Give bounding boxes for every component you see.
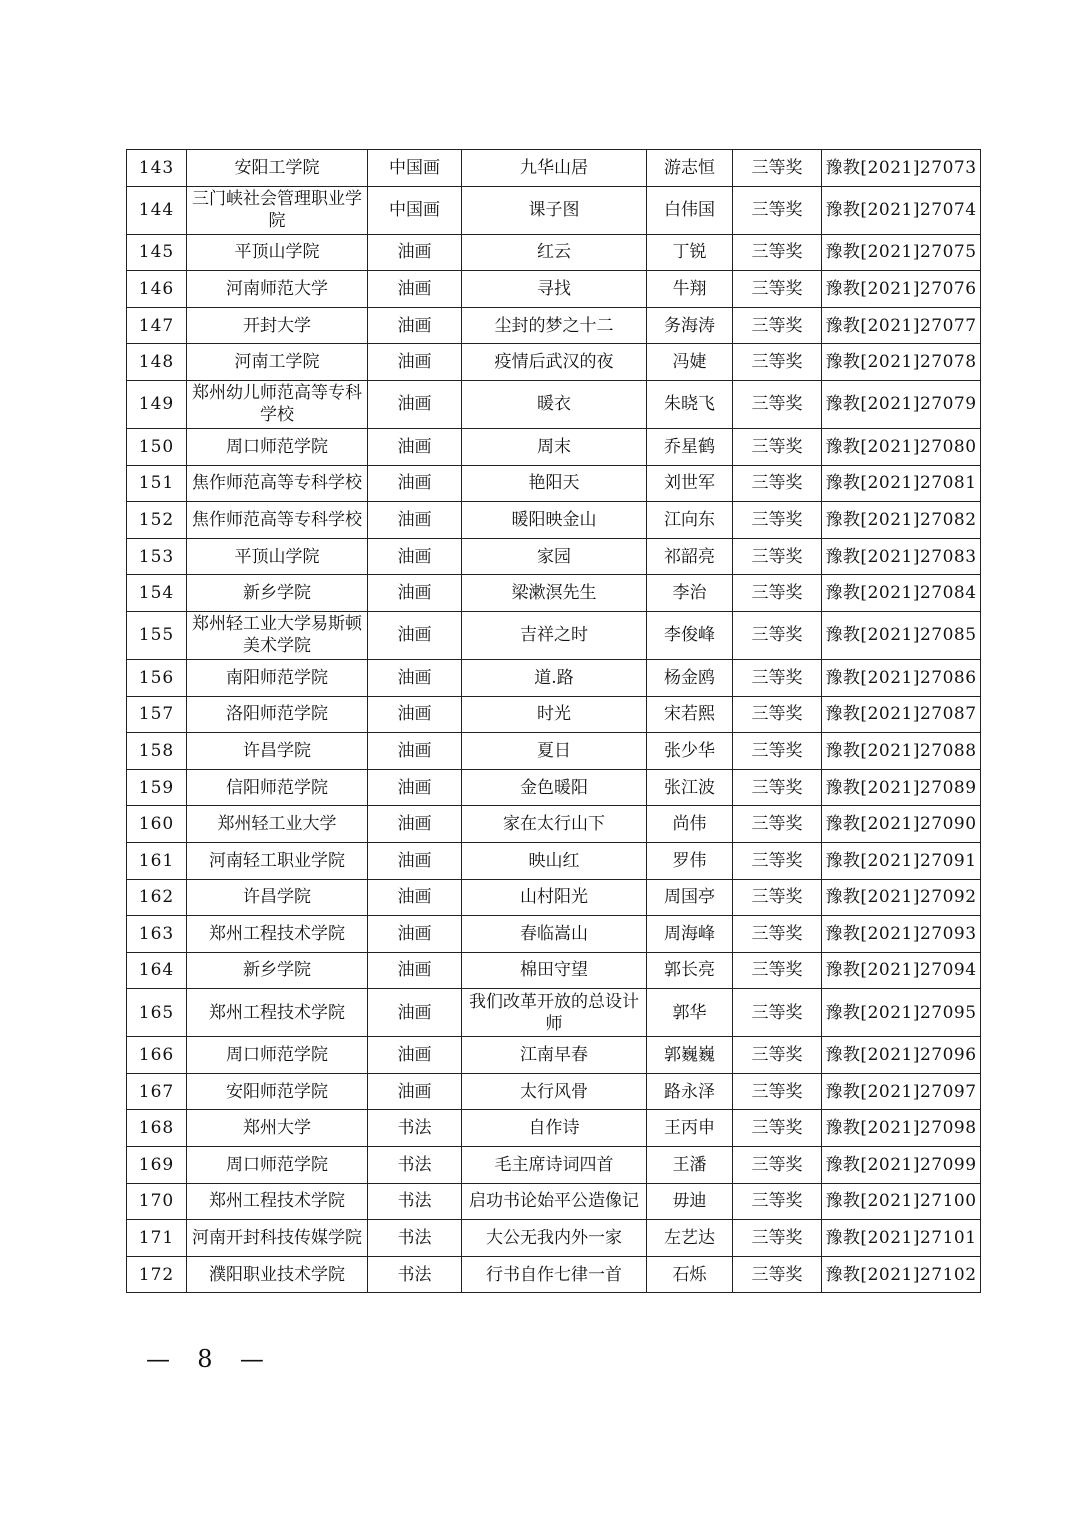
table-row: [127, 307, 981, 344]
table-row: [127, 879, 981, 916]
document-number-cell: 豫教[2021]27102: [822, 1256, 981, 1293]
work-title-cell: 周末: [462, 428, 647, 465]
work-title-cell: 金色暖阳: [462, 769, 647, 806]
school-cell: 南阳师范学院: [187, 659, 368, 696]
table-row: [127, 380, 981, 428]
award-cell: 三等奖: [733, 502, 822, 539]
work-title-cell: 行书自作七律一首: [462, 1256, 647, 1293]
author-cell: 江向东: [647, 502, 733, 539]
row-number: 164: [127, 952, 187, 989]
table-row: [127, 271, 981, 308]
document-number-cell: 豫教[2021]27096: [822, 1037, 981, 1074]
award-cell: 三等奖: [733, 952, 822, 989]
table-row: [127, 1256, 981, 1293]
row-number: 157: [127, 696, 187, 733]
school-cell: 新乡学院: [187, 952, 368, 989]
work-title-cell: 太行风骨: [462, 1073, 647, 1110]
category-cell: 油画: [368, 769, 462, 806]
school-cell: 开封大学: [187, 307, 368, 344]
category-cell: 油画: [368, 952, 462, 989]
table-row: [127, 465, 981, 502]
school-cell: 郑州工程技术学院: [187, 916, 368, 953]
school-cell: 郑州工程技术学院: [187, 1183, 368, 1220]
document-number-cell: 豫教[2021]27089: [822, 769, 981, 806]
category-cell: 油画: [368, 1037, 462, 1074]
table-row: [127, 806, 981, 843]
award-cell: 三等奖: [733, 186, 822, 234]
table-row: [127, 1037, 981, 1074]
document-number-cell: 豫教[2021]27084: [822, 575, 981, 612]
table-row: [127, 952, 981, 989]
document-number-cell: 豫教[2021]27076: [822, 271, 981, 308]
document-number-cell: 豫教[2021]27080: [822, 428, 981, 465]
author-cell: 张江波: [647, 769, 733, 806]
author-cell: 务海涛: [647, 307, 733, 344]
award-cell: 三等奖: [733, 1037, 822, 1074]
award-cell: 三等奖: [733, 1256, 822, 1293]
award-cell: 三等奖: [733, 1110, 822, 1147]
category-cell: 油画: [368, 989, 462, 1037]
school-cell: 郑州幼儿师范高等专科学校: [187, 380, 368, 428]
award-cell: 三等奖: [733, 271, 822, 308]
table-row: [127, 659, 981, 696]
table-row: [127, 1183, 981, 1220]
author-cell: 周海峰: [647, 916, 733, 953]
table-row: [127, 1073, 981, 1110]
document-number-cell: 豫教[2021]27088: [822, 733, 981, 770]
document-number-cell: 豫教[2021]27075: [822, 234, 981, 271]
author-cell: 王潘: [647, 1147, 733, 1184]
category-cell: 油画: [368, 307, 462, 344]
award-cell: 三等奖: [733, 696, 822, 733]
school-cell: 濮阳职业技术学院: [187, 1256, 368, 1293]
author-cell: 刘世军: [647, 465, 733, 502]
table-row: [127, 769, 981, 806]
school-cell: 焦作师范高等专科学校: [187, 502, 368, 539]
row-number: 160: [127, 806, 187, 843]
award-cell: 三等奖: [733, 1147, 822, 1184]
author-cell: 祁韶亮: [647, 538, 733, 575]
school-cell: 河南轻工职业学院: [187, 842, 368, 879]
row-number: 155: [127, 611, 187, 659]
page-number: 8: [197, 1345, 217, 1373]
table-row: [127, 1110, 981, 1147]
category-cell: 油画: [368, 659, 462, 696]
document-number-cell: 豫教[2021]27101: [822, 1220, 981, 1257]
document-number-cell: 豫教[2021]27095: [822, 989, 981, 1037]
row-number: 156: [127, 659, 187, 696]
footer-dash-left: —: [146, 1345, 174, 1373]
document-number-cell: 豫教[2021]27073: [822, 150, 981, 187]
author-cell: 路永泽: [647, 1073, 733, 1110]
category-cell: 书法: [368, 1220, 462, 1257]
category-cell: 书法: [368, 1256, 462, 1293]
document-number-cell: 豫教[2021]27091: [822, 842, 981, 879]
row-number: 168: [127, 1110, 187, 1147]
author-cell: 郭华: [647, 989, 733, 1037]
award-cell: 三等奖: [733, 307, 822, 344]
document-number-cell: 豫教[2021]27094: [822, 952, 981, 989]
work-title-cell: 课子图: [462, 186, 647, 234]
row-number: 161: [127, 842, 187, 879]
work-title-cell: 家在太行山下: [462, 806, 647, 843]
author-cell: 石烁: [647, 1256, 733, 1293]
document-number-cell: 豫教[2021]27090: [822, 806, 981, 843]
category-cell: 油画: [368, 428, 462, 465]
table-row: [127, 502, 981, 539]
work-title-cell: 棉田守望: [462, 952, 647, 989]
row-number: 162: [127, 879, 187, 916]
author-cell: 李俊峰: [647, 611, 733, 659]
document-number-cell: 豫教[2021]27083: [822, 538, 981, 575]
author-cell: 杨金鸥: [647, 659, 733, 696]
row-number: 154: [127, 575, 187, 612]
document-number-cell: 豫教[2021]27082: [822, 502, 981, 539]
document-number-cell: 豫教[2021]27100: [822, 1183, 981, 1220]
table-row: [127, 989, 981, 1037]
row-number: 144: [127, 186, 187, 234]
work-title-cell: 道.路: [462, 659, 647, 696]
author-cell: 周国亭: [647, 879, 733, 916]
document-number-cell: 豫教[2021]27098: [822, 1110, 981, 1147]
work-title-cell: 暖衣: [462, 380, 647, 428]
document-number-cell: 豫教[2021]27087: [822, 696, 981, 733]
award-table: [126, 149, 981, 1293]
table-row: [127, 842, 981, 879]
school-cell: 郑州工程技术学院: [187, 989, 368, 1037]
author-cell: 丁锐: [647, 234, 733, 271]
author-cell: 李治: [647, 575, 733, 612]
row-number: 151: [127, 465, 187, 502]
school-cell: 焦作师范高等专科学校: [187, 465, 368, 502]
table-row: [127, 611, 981, 659]
category-cell: 油画: [368, 879, 462, 916]
row-number: 147: [127, 307, 187, 344]
row-number: 159: [127, 769, 187, 806]
award-cell: 三等奖: [733, 1073, 822, 1110]
table-row: [127, 733, 981, 770]
category-cell: 油画: [368, 842, 462, 879]
award-cell: 三等奖: [733, 769, 822, 806]
school-cell: 周口师范学院: [187, 1037, 368, 1074]
award-cell: 三等奖: [733, 234, 822, 271]
award-cell: 三等奖: [733, 575, 822, 612]
school-cell: 新乡学院: [187, 575, 368, 612]
school-cell: 郑州轻工业大学: [187, 806, 368, 843]
document-number-cell: 豫教[2021]27077: [822, 307, 981, 344]
category-cell: 油画: [368, 271, 462, 308]
category-cell: 油画: [368, 465, 462, 502]
award-cell: 三等奖: [733, 538, 822, 575]
row-number: 153: [127, 538, 187, 575]
work-title-cell: 江南早春: [462, 1037, 647, 1074]
school-cell: 河南工学院: [187, 344, 368, 381]
document-number-cell: 豫教[2021]27092: [822, 879, 981, 916]
document-number-cell: 豫教[2021]27097: [822, 1073, 981, 1110]
author-cell: 郭巍巍: [647, 1037, 733, 1074]
table-row: [127, 696, 981, 733]
author-cell: 毋迪: [647, 1183, 733, 1220]
document-number-cell: 豫教[2021]27081: [822, 465, 981, 502]
work-title-cell: 梁漱溟先生: [462, 575, 647, 612]
table-row: [127, 186, 981, 234]
author-cell: 牛翔: [647, 271, 733, 308]
work-title-cell: 家园: [462, 538, 647, 575]
work-title-cell: 吉祥之时: [462, 611, 647, 659]
work-title-cell: 疫情后武汉的夜: [462, 344, 647, 381]
table-row: [127, 916, 981, 953]
row-number: 150: [127, 428, 187, 465]
work-title-cell: 夏日: [462, 733, 647, 770]
work-title-cell: 大公无我内外一家: [462, 1220, 647, 1257]
work-title-cell: 暖阳映金山: [462, 502, 647, 539]
author-cell: 张少华: [647, 733, 733, 770]
table-row: [127, 1220, 981, 1257]
table-row: [127, 575, 981, 612]
category-cell: 书法: [368, 1183, 462, 1220]
award-cell: 三等奖: [733, 611, 822, 659]
award-cell: 三等奖: [733, 1220, 822, 1257]
row-number: 171: [127, 1220, 187, 1257]
category-cell: 油画: [368, 344, 462, 381]
author-cell: 冯婕: [647, 344, 733, 381]
school-cell: 洛阳师范学院: [187, 696, 368, 733]
category-cell: 油画: [368, 611, 462, 659]
table-row: [127, 150, 981, 187]
author-cell: 白伟国: [647, 186, 733, 234]
document-number-cell: 豫教[2021]27074: [822, 186, 981, 234]
award-cell: 三等奖: [733, 916, 822, 953]
row-number: 169: [127, 1147, 187, 1184]
award-cell: 三等奖: [733, 1183, 822, 1220]
row-number: 165: [127, 989, 187, 1037]
award-cell: 三等奖: [733, 659, 822, 696]
table-row: [127, 344, 981, 381]
author-cell: 宋若熙: [647, 696, 733, 733]
work-title-cell: 山村阳光: [462, 879, 647, 916]
school-cell: 河南开封科技传媒学院: [187, 1220, 368, 1257]
school-cell: 河南师范大学: [187, 271, 368, 308]
school-cell: 三门峡社会管理职业学院: [187, 186, 368, 234]
category-cell: 油画: [368, 502, 462, 539]
category-cell: 中国画: [368, 186, 462, 234]
work-title-cell: 毛主席诗词四首: [462, 1147, 647, 1184]
category-cell: 书法: [368, 1110, 462, 1147]
award-cell: 三等奖: [733, 150, 822, 187]
table-row: [127, 1147, 981, 1184]
work-title-cell: 映山红: [462, 842, 647, 879]
row-number: 166: [127, 1037, 187, 1074]
work-title-cell: 尘封的梦之十二: [462, 307, 647, 344]
category-cell: 油画: [368, 575, 462, 612]
work-title-cell: 时光: [462, 696, 647, 733]
category-cell: 油画: [368, 916, 462, 953]
school-cell: 周口师范学院: [187, 1147, 368, 1184]
table-row: [127, 234, 981, 271]
footer-dash-right: —: [239, 1345, 268, 1373]
category-cell: 油画: [368, 696, 462, 733]
award-cell: 三等奖: [733, 380, 822, 428]
document-number-cell: 豫教[2021]27086: [822, 659, 981, 696]
award-cell: 三等奖: [733, 344, 822, 381]
work-title-cell: 寻找: [462, 271, 647, 308]
school-cell: 许昌学院: [187, 879, 368, 916]
award-cell: 三等奖: [733, 733, 822, 770]
document-number-cell: 豫教[2021]27079: [822, 380, 981, 428]
page-footer: [146, 1345, 268, 1373]
work-title-cell: 艳阳天: [462, 465, 647, 502]
category-cell: 油画: [368, 1073, 462, 1110]
author-cell: 王丙申: [647, 1110, 733, 1147]
work-title-cell: 我们改革开放的总设计师: [462, 989, 647, 1037]
category-cell: 油画: [368, 538, 462, 575]
category-cell: 书法: [368, 1147, 462, 1184]
document-number-cell: 豫教[2021]27078: [822, 344, 981, 381]
row-number: 163: [127, 916, 187, 953]
author-cell: 乔星鹤: [647, 428, 733, 465]
author-cell: 左艺达: [647, 1220, 733, 1257]
document-number-cell: 豫教[2021]27099: [822, 1147, 981, 1184]
row-number: 149: [127, 380, 187, 428]
school-cell: 平顶山学院: [187, 234, 368, 271]
work-title-cell: 自作诗: [462, 1110, 647, 1147]
category-cell: 油画: [368, 234, 462, 271]
row-number: 158: [127, 733, 187, 770]
row-number: 143: [127, 150, 187, 187]
work-title-cell: 九华山居: [462, 150, 647, 187]
author-cell: 郭长亮: [647, 952, 733, 989]
category-cell: 油画: [368, 733, 462, 770]
author-cell: 罗伟: [647, 842, 733, 879]
award-cell: 三等奖: [733, 806, 822, 843]
award-table-body: [127, 150, 981, 1293]
award-cell: 三等奖: [733, 465, 822, 502]
award-cell: 三等奖: [733, 879, 822, 916]
school-cell: 郑州轻工业大学易斯顿美术学院: [187, 611, 368, 659]
table-row: [127, 538, 981, 575]
author-cell: 尚伟: [647, 806, 733, 843]
award-cell: 三等奖: [733, 842, 822, 879]
row-number: 148: [127, 344, 187, 381]
school-cell: 郑州大学: [187, 1110, 368, 1147]
work-title-cell: 红云: [462, 234, 647, 271]
category-cell: 中国画: [368, 150, 462, 187]
school-cell: 安阳工学院: [187, 150, 368, 187]
row-number: 145: [127, 234, 187, 271]
row-number: 172: [127, 1256, 187, 1293]
school-cell: 安阳师范学院: [187, 1073, 368, 1110]
row-number: 146: [127, 271, 187, 308]
school-cell: 平顶山学院: [187, 538, 368, 575]
award-cell: 三等奖: [733, 989, 822, 1037]
author-cell: 游志恒: [647, 150, 733, 187]
category-cell: 油画: [368, 380, 462, 428]
school-cell: 许昌学院: [187, 733, 368, 770]
table-row: [127, 428, 981, 465]
row-number: 167: [127, 1073, 187, 1110]
row-number: 170: [127, 1183, 187, 1220]
work-title-cell: 春临嵩山: [462, 916, 647, 953]
school-cell: 信阳师范学院: [187, 769, 368, 806]
award-cell: 三等奖: [733, 428, 822, 465]
category-cell: 油画: [368, 806, 462, 843]
author-cell: 朱晓飞: [647, 380, 733, 428]
document-number-cell: 豫教[2021]27093: [822, 916, 981, 953]
row-number: 152: [127, 502, 187, 539]
work-title-cell: 启功书论始平公造像记: [462, 1183, 647, 1220]
school-cell: 周口师范学院: [187, 428, 368, 465]
document-number-cell: 豫教[2021]27085: [822, 611, 981, 659]
